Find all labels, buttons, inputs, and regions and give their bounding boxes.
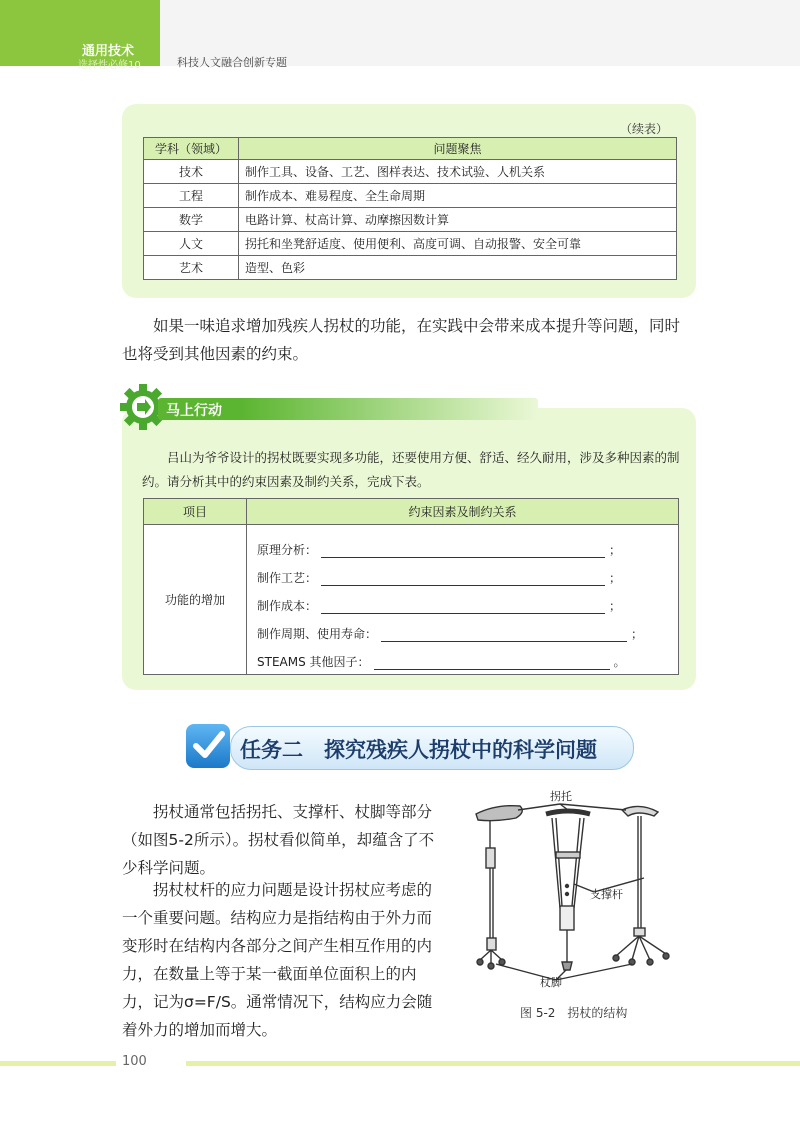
body-paragraph-2: 拐杖杖杆的应力问题是设计拐杖应考虑的一个重要问题。结构应力是指结构由于外力而变形时在结构内各部分之间产生相互作用的内力，在数量上等于某一截面单位面积上的内力，记为σ=F/S。通常情况下，结构应力会随着外力的增加而增大。 <box>122 881 433 1039</box>
fill-line: STEAMS 其他因子： 。 <box>257 654 626 669</box>
series-title: 通用技术 <box>82 44 135 59</box>
blank-input[interactable] <box>381 627 627 642</box>
fill-line: 制作周期、使用寿命： ； <box>257 626 644 641</box>
subject-cell: 工程 <box>144 184 239 208</box>
table-row <box>144 208 677 232</box>
subject-cell: 技术 <box>144 160 239 184</box>
col-subject-header: 学科（领域） <box>144 138 239 160</box>
focus-cell: 制作成本、难易程度、全生命周期 <box>239 184 677 208</box>
header-subtitle: 科技人文融合创新专题 <box>177 56 287 69</box>
blank-input[interactable] <box>321 543 605 558</box>
fill-line: 制作成本： ； <box>257 598 622 613</box>
task-title: 任务二 探究残疾人拐杖中的科学问题 <box>240 738 597 762</box>
body-paragraph-1: 拐杖通常包括拐托、支撑杆、杖脚等部分（如图5-2所示）。拐杖看似简单，却蕴含了不少科学问题。 <box>122 803 435 877</box>
table-row <box>144 256 677 280</box>
focus-cell: 造型、色彩 <box>239 256 677 280</box>
constraint-table <box>143 498 679 675</box>
col-constraint-header: 约束因素及制约关系 <box>247 499 679 525</box>
action-heading: 马上行动 <box>166 403 222 419</box>
col-item-header: 项目 <box>144 499 247 525</box>
action-intro: 吕山为爷爷设计的拐杖既要实现多功能，还要使用方便、舒适、经久耐用，涉及多种因素的制约。请分析其中的约束因素及制约关系，完成下表。 <box>142 450 680 489</box>
book-title: 选择性必修10 <box>78 60 141 71</box>
paragraph-constraints: 如果一味追求增加残疾人拐杖的功能，在实践中会带来成本提升等问题，同时也将受到其他因素的约束。 <box>122 317 681 363</box>
footer-line-left <box>0 1061 116 1066</box>
crutch-figure <box>466 788 680 990</box>
page-number: 100 <box>122 1054 147 1069</box>
table-row <box>144 232 677 256</box>
fill-line: 原理分析： ； <box>257 542 622 557</box>
blank-input[interactable] <box>321 599 605 614</box>
blank-input[interactable] <box>321 571 605 586</box>
subject-cell: 艺术 <box>144 256 239 280</box>
label-support-rod: 支撑杆 <box>590 888 623 901</box>
fill-line: 制作工艺： ； <box>257 570 622 585</box>
subject-cell: 数学 <box>144 208 239 232</box>
table-row <box>144 160 677 184</box>
table-row <box>144 184 677 208</box>
footer-line-right <box>186 1061 800 1066</box>
checkmark-icon <box>186 724 230 768</box>
continued-label: （续表） <box>619 122 668 136</box>
item-cell: 功能的增加 <box>144 525 247 675</box>
header-badge <box>0 0 160 71</box>
label-foot: 杖脚 <box>540 976 562 989</box>
figure-caption: 图 5-2 拐杖的结构 <box>520 1006 628 1020</box>
blank-input[interactable] <box>374 655 610 670</box>
focus-cell: 拐托和坐凳舒适度、使用便利、高度可调、自动报警、安全可靠 <box>239 232 677 256</box>
label-crutch-top: 拐托 <box>550 790 572 803</box>
col-focus-header: 问题聚焦 <box>239 138 677 160</box>
subject-cell: 人文 <box>144 232 239 256</box>
focus-cell: 电路计算、杖高计算、动摩擦因数计算 <box>239 208 677 232</box>
subject-focus-table <box>143 137 677 280</box>
focus-cell: 制作工具、设备、工艺、图样表达、技术试验、人机关系 <box>239 160 677 184</box>
